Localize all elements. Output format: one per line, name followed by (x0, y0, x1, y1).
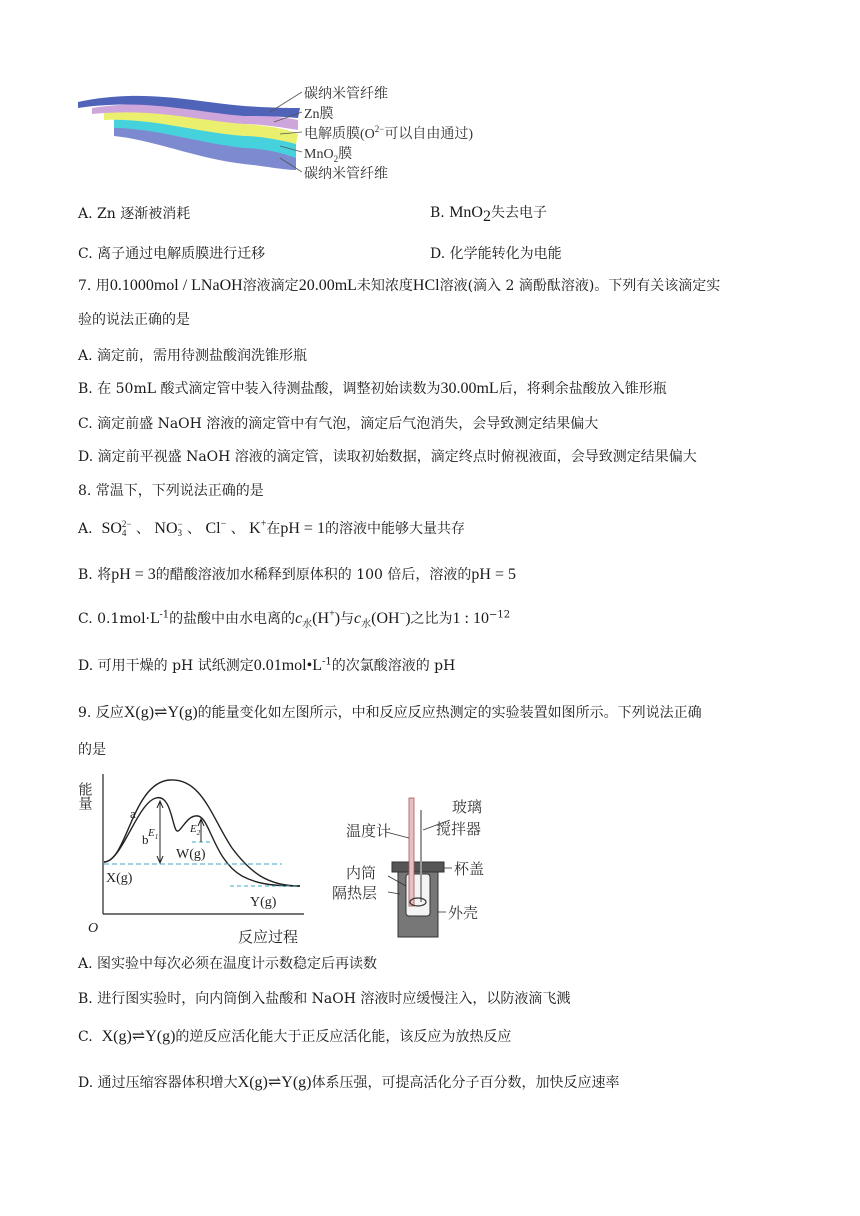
lid (392, 862, 444, 872)
label-e2: $E_2$ (190, 823, 201, 837)
label-insulation: 隔热层 (332, 886, 378, 902)
label-thermometer: 温度计 (346, 824, 392, 840)
label-a: a (130, 806, 136, 821)
label-stirrer-1: 玻璃 (452, 800, 483, 816)
label-zn: Zn膜 (304, 107, 334, 122)
calorimeter-diagram (330, 790, 530, 950)
label-y: Y(g) (250, 895, 277, 910)
label-b: b (142, 832, 149, 847)
q9-stem-line2: 的是 (78, 742, 106, 758)
label-lid: 杯盖 (454, 862, 485, 878)
energy-diagram (76, 768, 322, 948)
label-w: W(g) (176, 847, 206, 862)
q8-option-d: D. 可用干燥的 pH 试纸测定$0.01mol•L^{-1}$的次氯酸溶液的 pH (78, 656, 456, 674)
label-fiber-bottom: 碳纳米管纤维 (304, 167, 388, 182)
q8-option-a: A. SO 2− 4 、 NO − 3 、 Cl− 、 K+在pH = 1的溶液中能够大量共存 (78, 518, 465, 538)
q7-stem-line1: 7. 用0.1000mol / LNaOH溶液滴定20.00mL未知浓度HCl溶液(滴入 2 滴酚酞溶液)。下列有关该滴定实 (78, 277, 721, 294)
q7-option-d: D. 滴定前平视盛 NaOH 溶液的滴定管，读取初始数据，滴定终点时俯视液面，会导致测定结果偏大 (78, 449, 697, 465)
q8-stem: 8. 常温下，下列说法正确的是 (78, 483, 264, 499)
q8-option-c: C. $0.1mol\cdot L^{-1}$的盐酸中由水电离的$c_水(H^+)$与$c_水(OH^-)$之比为1 : $10^{-12}$ (78, 608, 511, 630)
label-x: X(g) (106, 871, 133, 886)
q9-option-d: D. 通过压缩容器体积增大X(g)⇌Y(g)体系压强，可提高活化分子百分数，加快反应速率 (78, 1074, 620, 1091)
thermometer (409, 798, 414, 906)
xlabel: 反应过程 (238, 930, 299, 946)
q6-option-d: D. 化学能转化为电能 (430, 246, 562, 262)
q7-option-b: B. 在 50mL 酸式滴定管中装入待测盐酸，调整初始读数为30.00mL后，将剩余盐酸放入锥形瓶 (78, 380, 667, 397)
q9-option-b: B. 进行图实验时，向内筒倒入盐酸和 NaOH 溶液时应缓慢注入，以防液滴飞溅 (78, 991, 571, 1007)
origin-label: O (88, 921, 99, 936)
label-inner: 内筒 (346, 866, 377, 882)
label-shell: 外壳 (448, 906, 479, 922)
q6-option-b: B. MnO$_2$失去电子 (430, 204, 547, 225)
curve-a (104, 780, 300, 886)
q7-option-a: A. 滴定前，需用待测盐酸润洗锥形瓶 (78, 348, 308, 364)
q9-stem-line1: 9. 反应X(g)⇌Y(g)的能量变化如左图所示，中和反应反应热测定的实验装置如图所示。下列说法正确 (78, 704, 702, 721)
label-mno2: MnO$_2$膜 (304, 147, 353, 164)
q6-option-a: A. Zn 逐渐被消耗 (78, 206, 191, 222)
q8-option-b: B. 将pH = 3的醋酸溶液加水稀释到原体积的 100 倍后，溶液的pH = 5 (78, 566, 516, 583)
q9-option-a: A. 图实验中每次必须在温度计示数稳定后再读数 (78, 956, 378, 972)
ylabel: 能量 (76, 782, 92, 810)
q7-stem-line2: 验的说法正确的是 (78, 312, 190, 328)
label-e1: $E_1$ (148, 827, 159, 841)
battery-layer-figure (74, 78, 514, 188)
q6-option-c: C. 离子通过电解质膜进行迁移 (78, 246, 266, 262)
label-electrolyte: 电解质膜($O^{2-}$可以自由通过) (304, 124, 474, 142)
q7-option-c: C. 滴定前盛 NaOH 溶液的滴定管中有气泡，滴定后气泡消失，会导致测定结果偏大 (78, 416, 599, 432)
q9-option-c: C. X(g)⇌Y(g)的逆反应活化能大于正反应活化能，该反应为放热反应 (78, 1028, 512, 1045)
label-fiber-top: 碳纳米管纤维 (304, 87, 388, 102)
label-stirrer-2: 搅拌器 (436, 822, 482, 838)
